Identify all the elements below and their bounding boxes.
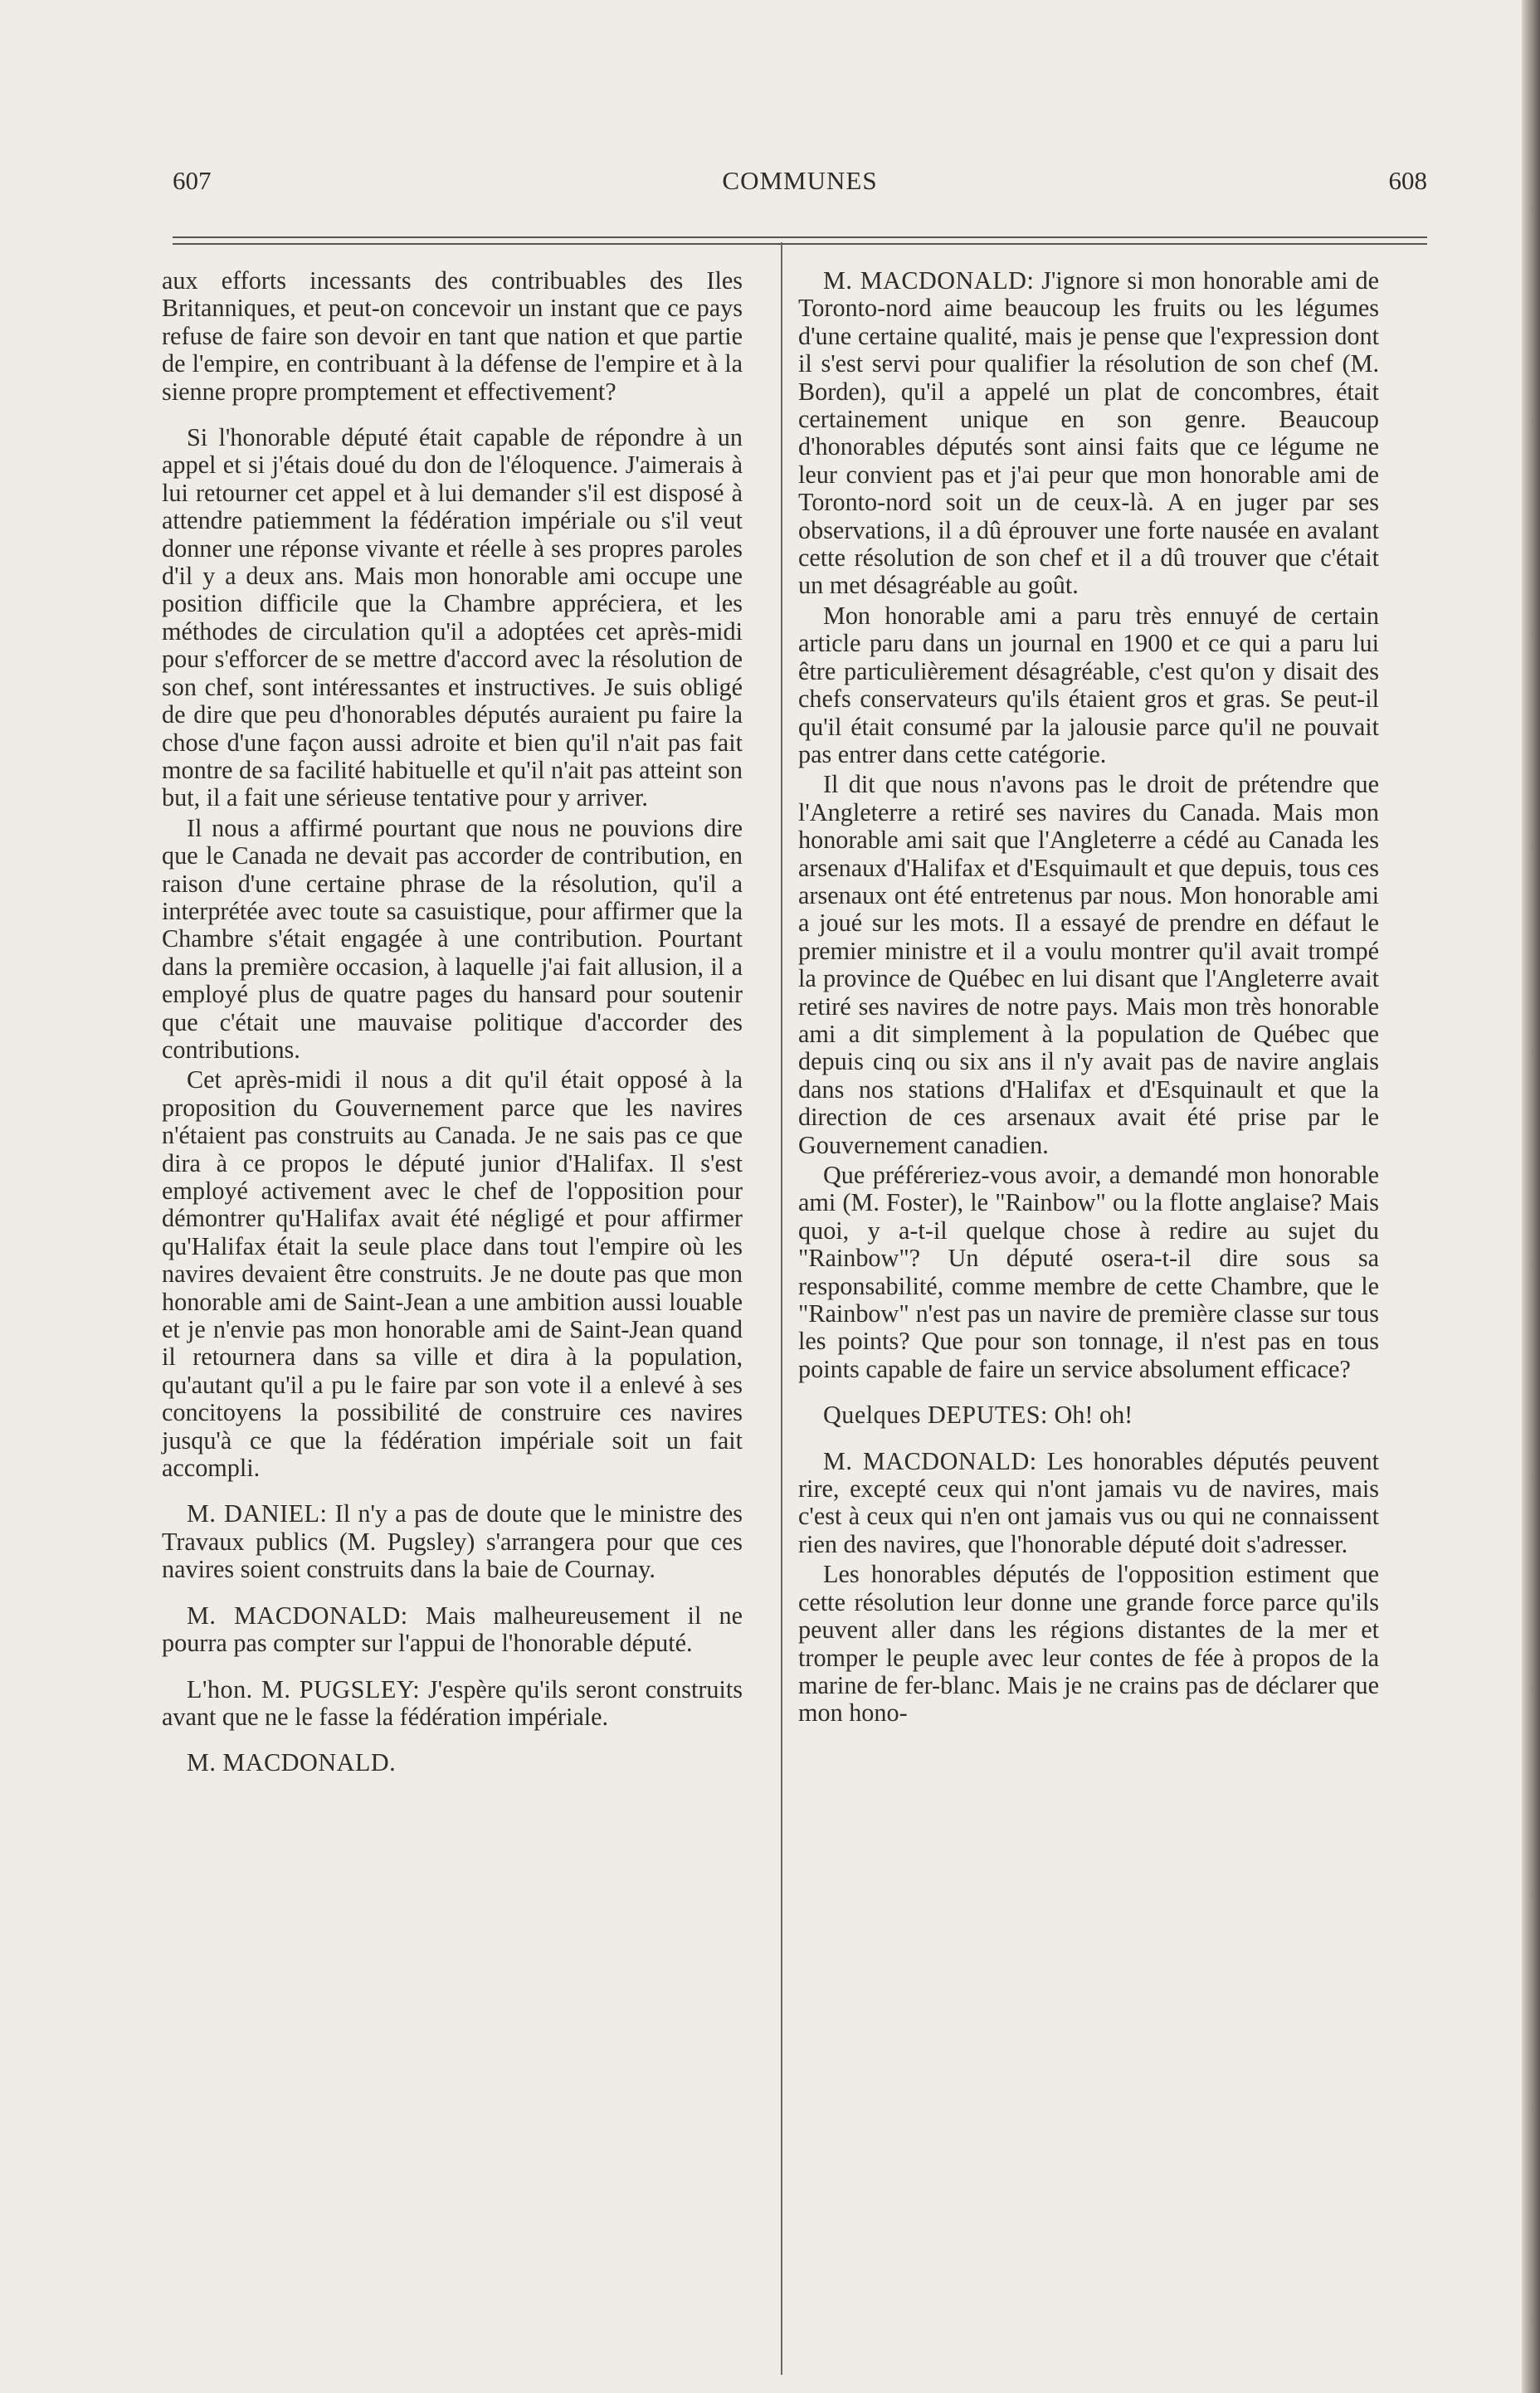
speech-text: Mais malheureusement il ne pourra pas compter sur l'appui de l'honorable député. <box>162 1601 743 1658</box>
speech-deputes <box>798 1401 1379 1429</box>
speech-macdonald <box>162 1602 743 1658</box>
speech-text: Oh! oh! <box>1054 1401 1133 1430</box>
paragraph: aux efforts incessants des contribuables des Iles Britanniques, et peut-on concevoir un instant que ce pays refuse de faire son devoir en tant que nation et que partie de l'empire, en contribuant à la défense de l'empire et à la sienne propre promptement et effectivement? <box>162 266 743 406</box>
page-number-left: 607 <box>173 166 212 195</box>
paragraph: Cet après-midi il nous a dit qu'il était opposé à la proposition du Gouvernement parce que les navires n'étaient pas construits au Canada. Je ne sais pas ce que dira à ce propos le député junior d'Halifax. Il s'est employé activement avec le chef de l'opposition pour démontrer qu'Halifax avait été négligé et pour affirmer qu'Halifax était la seule place dans tout l'empire où les navires devaient être construits. Je ne doute pas que mon honorable ami de Saint-Jean a une ambition aussi louable et je n'envie pas mon honorable ami de Saint-Jean quand il retournera dans sa ville et dira à la population, qu'autant qu'il a pu le faire par son vote il a enlevé à ses concitoyens la possibilité de construire ces navires jusqu'à ce que la fédération impériale soit un fait accompli. <box>162 1065 743 1483</box>
page-header <box>173 166 1427 216</box>
speaker-name: Quelques DEPUTES: <box>823 1401 1048 1430</box>
header-rule-bottom <box>173 243 1427 245</box>
speaker-name: M. MACDONALD: <box>823 1446 1037 1475</box>
speech-daniel <box>162 1500 743 1583</box>
speaker-name: M. MACDONALD. <box>187 1748 397 1777</box>
speech-text: Il n'y a pas de doute que le ministre des Travaux publics (M. Pugsley) s'arrangera pour que ces navires soient construits dans la baie de Cournay. <box>162 1499 743 1584</box>
speaker-name: M. MACDONALD: <box>187 1601 408 1630</box>
column-divider <box>781 242 782 2375</box>
right-column <box>798 267 1379 1730</box>
speech-pugsley <box>162 1676 743 1732</box>
speaker-name: M. MACDONALD: <box>823 266 1035 295</box>
paragraph: Il dit que nous n'avons pas le droit de prétendre que l'Angleterre a retiré ses navires du Canada. Mais mon honorable ami sait que l'Angleterre a cédé au Canada les arsenaux d'Halifax et d'Esquimault et que depuis, tous ces arsenaux ont été entretenus par nous. Mon honorable ami a joué sur les mots. Il a essayé de prendre en défaut le premier ministre et il a voulu montrer qu'il avait trompé la province de Québec en lui disant que l'Angleterre avait retiré ses navires de notre pays. Mais mon très honorable ami a dit simplement à la population de Québec que depuis cinq ou six ans il n'y avait pas de navire anglais dans nos stations d'Halifax et d'Esquinault et que la direction de ces arsenaux avait été prise par le Gouvernement canadien. <box>798 770 1379 1159</box>
paragraph: Les honorables députés de l'opposition estiment que cette résolution leur donne une grande force parce qu'ils peuvent aller dans les régions distantes de la mer et tromper le peuple avec leur contes de fée à propos de la marine de fer-blanc. Mais je ne crains pas de déclarer que mon hono- <box>798 1560 1379 1728</box>
speech-text: J'espère qu'ils seront construits avant que ne le fasse la fédération impériale. <box>162 1674 743 1731</box>
running-title: COMMUNES <box>722 166 878 195</box>
speech-macdonald <box>798 267 1379 600</box>
paragraph: Mon honorable ami a paru très ennuyé de certain article paru dans un journal en 1900 et ce qui a paru lui être particulièrement désagréable, c'est qu'on y disait des chefs conservateurs qu'ils étaient gros et gras. Se peut-il qu'il était consumé par la jalousie parce qu'il ne pouvait pas entrer dans cette catégorie. <box>798 601 1379 768</box>
paragraph: Que préféreriez-vous avoir, a demandé mon honorable ami (M. Foster), le "Rainbow" ou la flotte anglaise? Mais quoi, y a-t-il quelque chose à redire au sujet du "Rainbow"? Un député osera-t-il dire sous sa responsabilité, comme membre de cette Chambre, que le "Rainbow" n'est pas un navire de première classe sur tous les points? Que pour son tonnage, il n'est pas en tous points capable de faire un service absolument efficace? <box>798 1161 1379 1383</box>
header-rule-top <box>173 236 1427 238</box>
speaker-name: L'hon. M. PUGSLEY: <box>187 1674 421 1703</box>
page-number-right: 608 <box>1388 166 1427 195</box>
left-column <box>162 267 743 1780</box>
page-edge-shadow <box>1522 0 1540 2393</box>
speech-macdonald <box>798 1448 1379 1559</box>
speech-macdonald-footer <box>162 1749 743 1776</box>
speech-text: Les honorables députés peuvent rire, excepté ceux qui n'ont jamais vu de navires, mais c'est à ceux qui n'en ont jamais vus ou qui ne connaissent rien des navires, que l'honorable député doit s'adresser. <box>798 1446 1380 1558</box>
paragraph: Il nous a affirmé pourtant que nous ne pouvions dire que le Canada ne devait pas accorder de contribution, en raison d'une certaine phrase de la résolution, qu'il a interprétée avec toute sa casuistique, pour affirmer que la Chambre s'était engagée à une contribution. Pourtant dans la première occasion, à laquelle j'ai fait allusion, il a employé plus de quatre pages du hansard pour soutenir que c'était une mauvaise politique d'accorder des contributions. <box>162 813 743 1064</box>
speaker-name: M. DANIEL: <box>187 1499 328 1528</box>
speech-text: J'ignore si mon honorable ami de Toronto-nord aime beaucoup les fruits ou les légumes d'une certaine qualité, mais je pense que l'expression dont il s'est servi pour qualifier la résolution de son chef (M. Borden), qu'il a appelé un plat de concombres, était certainement unique en son genre. Beaucoup d'honorables députés sont ainsi faits que ce légume ne leur convient pas et j'ai peur que mon honorable ami de Toronto-nord soit un de ceux-là. A en juger par ses observations, il a dû éprouver une forte nausée en avalant cette résolution de son chef et il a dû trouver que c'était un met désagréable au goût. <box>798 266 1380 600</box>
paragraph: Si l'honorable député était capable de répondre à un appel et si j'étais doué du don de l'éloquence. J'aimerais à lui retourner cet appel et à lui demander s'il est disposé à attendre patiemment la fédération impériale ou s'il veut donner une réponse vivante et réelle à ses propres paroles d'il y a deux ans. Mais mon honorable ami occupe une position difficile que la Chambre appréciera, et les méthodes de circulation qu'il a adoptées cet après-midi pour s'efforcer de se mettre d'accord avec la résolution de son chef, sont intéressantes et instructives. Je suis obligé de dire que peu d'honorables députés auraient pu faire la chose d'une façon aussi adroite et bien qu'il n'ait pas fait montre de sa facilité habituelle et qu'il n'ait pas atteint son but, il a fait une sérieuse tentative pour y arriver. <box>162 423 743 812</box>
